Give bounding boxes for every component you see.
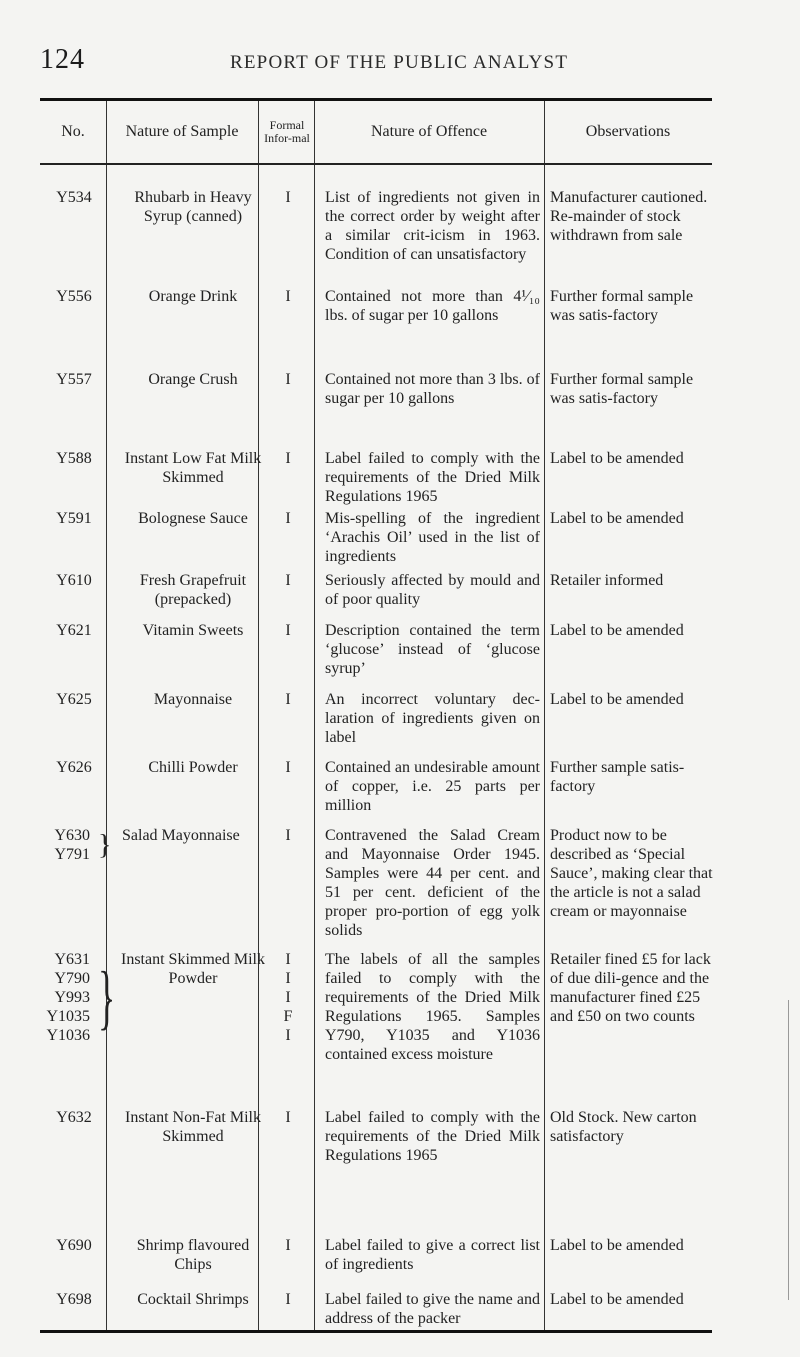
page-edge-mark — [788, 1000, 789, 1300]
header-offence: Nature of Offence — [370, 123, 488, 140]
cell-sample: Cocktail Shrimps — [137, 1291, 249, 1308]
cell-observations: Manufacturer cautioned. Re-mainder of stock withdrawn from sale — [550, 189, 708, 244]
cell-sample: Bolognese Sauce — [138, 510, 248, 527]
cell-formal: I — [285, 622, 291, 639]
header-no: No. — [61, 123, 85, 140]
formal-mark: I — [285, 989, 291, 1006]
cell-offence: Label failed to give the name and address of the packer — [325, 1291, 540, 1327]
cell-offence: Mis-spelling of the ingredient ‘Arachis Oil’ used in the list of ingredients — [325, 510, 540, 565]
cell-offence: Contained not more than 3 lbs. of sugar per 10 gallons — [325, 371, 540, 407]
cell-offence: Description contained the term ‘glucose’ instead of ‘glucose syrup’ — [325, 622, 540, 677]
cell-formal: I — [285, 1291, 291, 1308]
cell-sample: Shrimp flavoured Chips — [136, 1237, 250, 1273]
cell-sample: Vitamin Sweets — [142, 622, 244, 639]
cell-no: Y556 — [56, 288, 92, 305]
cell-offence: Label failed to give a correct list of ingredients — [325, 1237, 540, 1273]
cell-observations: Old Stock. New carton satisfactory — [550, 1109, 697, 1145]
column-divider — [544, 101, 545, 1331]
sample-number: Y791 — [54, 846, 90, 863]
cell-offence: Contravened the Salad Cream and Mayonnaise Order 1945. Samples were 44 per cent. and 51 per cent. deficient of the proper pro-portion of egg yolk solids — [325, 827, 540, 939]
cell-formal: I — [285, 288, 291, 305]
cell-no: Y591 — [56, 510, 92, 527]
cell-sample: Orange Crush — [148, 371, 238, 388]
formal-mark: I — [285, 951, 291, 968]
cell-formal: I — [285, 1237, 291, 1254]
column-divider — [106, 101, 107, 1331]
cell-offence: Contained an undesirable amount of copper, i.e. 25 parts per million — [325, 759, 540, 814]
cell-observations: Label to be amended — [550, 1291, 684, 1308]
sample-number: Y1036 — [46, 1027, 90, 1044]
cell-no: Y625 — [56, 691, 92, 708]
cell-no-group — [40, 826, 100, 864]
cell-observations: Further formal sample was satis-factory — [550, 288, 694, 324]
cell-sample: Orange Drink — [148, 288, 238, 305]
sample-number: Y790 — [54, 970, 90, 987]
cell-sample: Fresh Grapefruit (prepacked) — [139, 572, 247, 608]
cell-observations: Label to be amended — [550, 510, 684, 527]
cell-formal: I — [285, 572, 291, 589]
cell-no: Y632 — [56, 1109, 92, 1126]
header-observations: Observations — [585, 123, 671, 140]
page-number: 124 — [40, 44, 85, 75]
cell-observations: Product now to be described as ‘Special Sauce’, making clear that the article is not a salad cream or mayonnaise — [550, 827, 713, 920]
cell-formal: I — [285, 189, 291, 206]
cell-sample: Instant Non-Fat Milk Skimmed — [125, 1109, 261, 1145]
sample-number: Y631 — [54, 951, 90, 968]
cell-no-group — [40, 950, 100, 1045]
cell-no: Y557 — [56, 371, 92, 388]
header-formal: Formal Infor-mal — [264, 118, 310, 145]
cell-observations: Label to be amended — [550, 450, 684, 467]
cell-sample: Salad Mayonnaise — [122, 827, 240, 844]
table-header — [40, 101, 712, 163]
group-brace: } — [98, 957, 116, 1037]
sample-number: Y630 — [54, 827, 90, 844]
table-bottom-rule — [40, 1330, 712, 1333]
cell-formal: I — [285, 1109, 291, 1126]
cell-offence: The labels of all the samples failed to comply with the requirements of the Dried Milk Regulations 1965. Samples Y790, Y1035 and Y1036 contained excess moisture — [325, 951, 540, 1063]
cell-no: Y621 — [56, 622, 92, 639]
cell-observations: Further formal sample was satis-factory — [550, 371, 694, 407]
formal-mark: F — [283, 1008, 293, 1025]
cell-offence: Seriously affected by mould and of poor quality — [325, 572, 540, 608]
cell-observations: Retailer informed — [550, 572, 664, 589]
cell-observations: Retailer fined £5 for lack of due dili-gence and the manufacturer fined £25 and £50 on two counts — [550, 951, 711, 1025]
running-title: REPORT OF THE PUBLIC ANALYST — [230, 52, 569, 73]
column-divider — [314, 101, 315, 1331]
cell-formal-group — [260, 950, 316, 1045]
cell-offence: List of ingredients not given in the correct order by weight after a similar crit-icism in 1963. Condition of can unsatisfactory — [325, 189, 540, 263]
cell-offence: An incorrect voluntary dec-laration of ingredients given on label — [325, 691, 540, 746]
cell-formal: I — [285, 371, 291, 388]
cell-no: Y610 — [56, 572, 92, 589]
formal-mark: I — [285, 1027, 291, 1044]
group-brace: } — [98, 830, 112, 861]
cell-formal: I — [285, 759, 291, 776]
cell-observations: Label to be amended — [550, 691, 684, 708]
cell-formal: I — [285, 510, 291, 527]
cell-no: Y626 — [56, 759, 92, 776]
cell-observations: Label to be amended — [550, 1237, 684, 1254]
cell-offence: Label failed to comply with the requirements of the Dried Milk Regulations 1965 — [325, 450, 540, 505]
cell-no: Y534 — [56, 189, 92, 206]
header-sample: Nature of Sample — [125, 123, 239, 140]
header-rule — [40, 163, 712, 165]
cell-no: Y690 — [56, 1237, 92, 1254]
sample-number: Y1035 — [46, 1008, 90, 1025]
formal-mark: I — [285, 970, 291, 987]
cell-sample: Chilli Powder — [148, 759, 238, 776]
cell-sample: Instant Low Fat Milk Skimmed — [124, 450, 262, 486]
cell-no: Y588 — [56, 450, 92, 467]
cell-sample: Mayonnaise — [153, 691, 233, 708]
cell-observations: Label to be amended — [550, 622, 684, 639]
column-divider — [258, 101, 259, 1331]
sample-number: Y993 — [54, 989, 90, 1006]
cell-offence: Label failed to comply with the requirements of the Dried Milk Regulations 1965 — [325, 1109, 540, 1164]
cell-formal: I — [285, 691, 291, 708]
cell-sample: Instant Skimmed Milk Powder — [121, 951, 265, 987]
cell-formal: I — [285, 450, 291, 467]
cell-observations: Further sample satis-factory — [550, 759, 685, 795]
cell-formal: I — [285, 827, 291, 844]
cell-sample: Rhubarb in Heavy Syrup (canned) — [134, 189, 252, 225]
page-header — [40, 44, 720, 84]
cell-offence: Contained not more than 4¹⁄₁₀ lbs. of sugar per 10 gallons — [325, 288, 540, 324]
cell-no: Y698 — [56, 1291, 92, 1308]
